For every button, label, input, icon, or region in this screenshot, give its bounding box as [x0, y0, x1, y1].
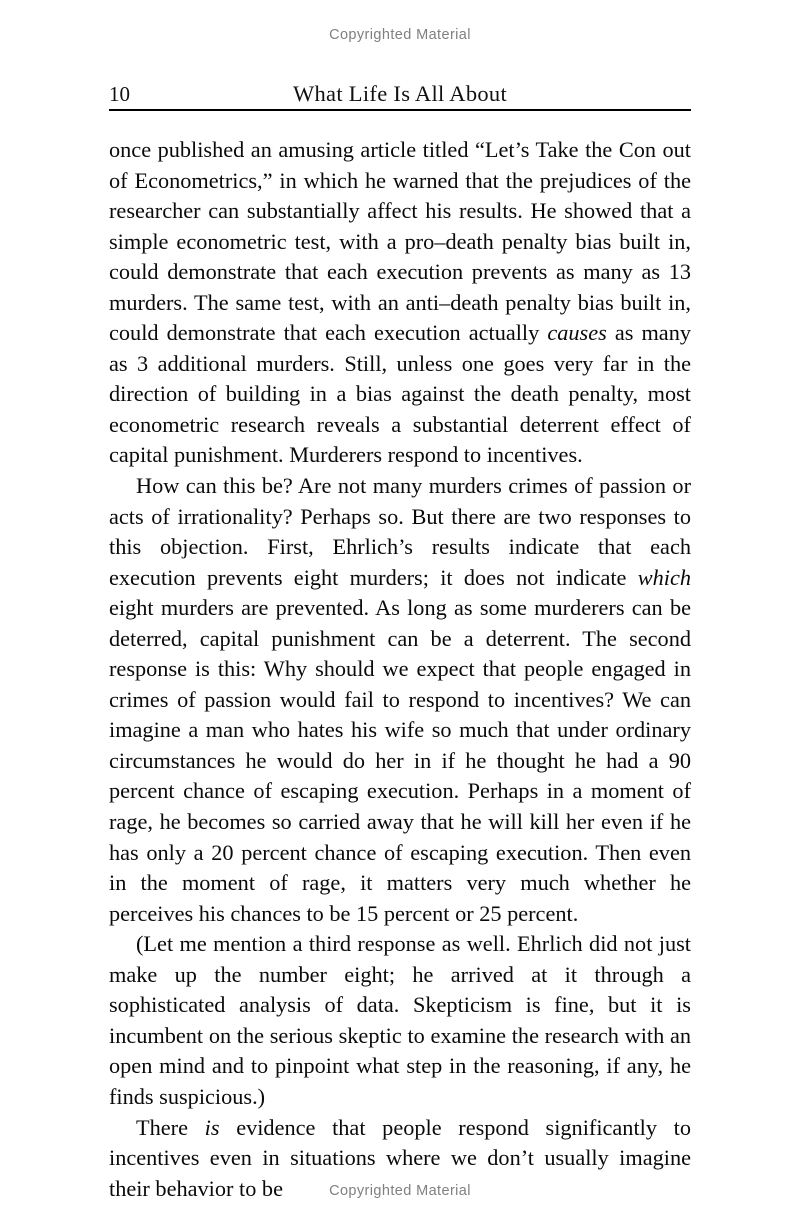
paragraph	[109, 471, 691, 929]
text-run: How can this be? Are not many murders crimes of passion or acts of irrationality? Perhaps so. But there are two responses to this objection. First, Ehrlich’s results indicate that each execution prevents eight murders; it does not indicate	[109, 473, 691, 590]
text-run: eight murders are prevented. As long as some murderers can be deterred, capital punishment can be a deterrent. The second response is this: Why should we expect that people engaged in crimes of passion would fail to respond to incentives? We can imagine a man who hates his wife so much that under ordinary circumstances he would do her in if he thought he had a 90 percent chance of escaping execution. Perhaps in a moment of rage, he becomes so carried away that he will kill her even if he has only a 20 percent chance of escaping execution. Then even in the moment of rage, it matters very much whether he perceives his chances to be 15 percent or 25 percent.	[109, 595, 691, 926]
page-number: 10	[109, 82, 130, 106]
header-divider-rule	[109, 109, 691, 111]
body-text	[109, 135, 691, 1204]
copyright-watermark-bottom: Copyrighted Material	[329, 1183, 471, 1199]
paragraph	[109, 929, 691, 1112]
emphasis-text: which	[637, 564, 691, 590]
emphasis-text: causes	[547, 320, 607, 346]
text-run: There	[136, 1114, 205, 1140]
text-run: as many as 3 additional murders. Still, unless one goes very far in the direction of building in a bias against the death penalty, most econometric research reveals a substantial deterrent effect of capital punishment. Murderers respond to incentives.	[109, 320, 691, 468]
text-run: once published an amusing article titled “Let’s Take the Con out of Econometrics,” in which he warned that the prejudices of the researcher can substantially affect his results. He showed that a simple econometric test, with a pro–death penalty bias built in, could demonstrate that each execution prevents as many as 13 murders. The same test, with an anti–death penalty bias built in, could demonstrate that each execution actually	[109, 137, 691, 346]
chapter-title: What Life Is All About	[292, 81, 508, 106]
emphasis-text: is	[204, 1114, 220, 1140]
running-head	[109, 79, 691, 109]
text-run: (Let me mention a third response as well. Ehrlich did not just make up the number eight; he arrived at it through a sophisticated analysis of data. Skepticism is fine, but it is incumbent on the serious skeptic to examine the research with an open mind and to pinpoint what step in the reasoning, if any, he finds suspicious.)	[109, 931, 691, 1109]
text-run: evidence that people respond significantly to incentives even in situations where we don’t usually imagine their behavior to be	[109, 1114, 692, 1201]
copyright-watermark-top: Copyrighted Material	[329, 27, 471, 43]
paragraph	[109, 135, 691, 471]
